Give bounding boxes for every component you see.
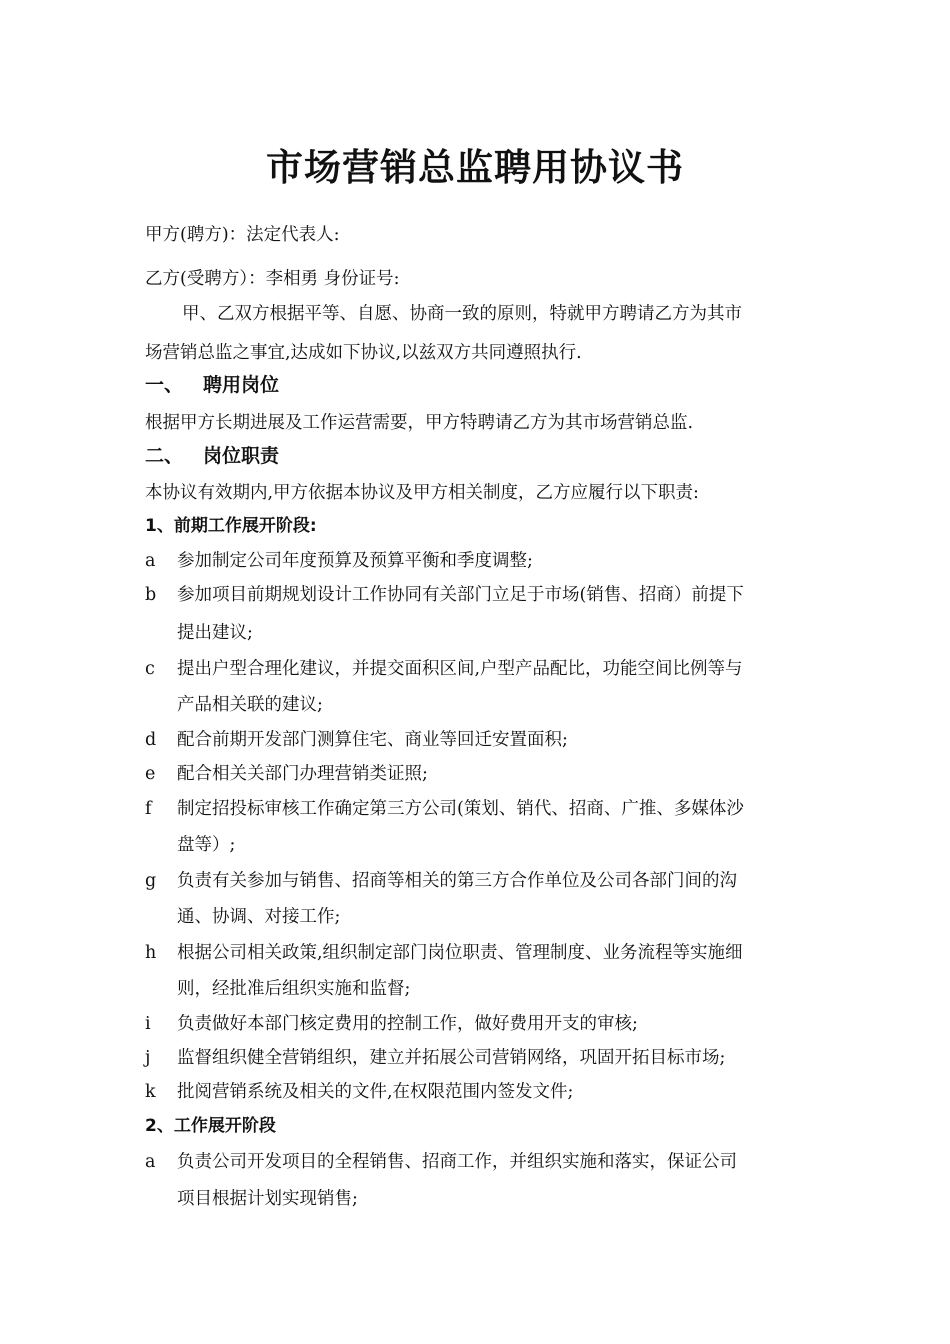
section-2-heading (145, 442, 279, 470)
stage-1-title: 1、前期工作展开阶段: (145, 516, 317, 536)
party-b-line: 乙方(受聘方）：李相勇 身份证号: (145, 269, 400, 289)
list-item-continuation: 提出建议; (177, 623, 253, 643)
list-item-marker: g (145, 871, 157, 891)
list-item-marker: e (145, 764, 156, 784)
list-item-text: 负责有关参加与销售、招商等相关的第三方合作单位及公司各部门间的沟 (177, 871, 737, 891)
section-2-title: 岗位职责 (203, 445, 280, 467)
list-item-continuation: 盘等）; (177, 835, 236, 855)
list-item (145, 1011, 638, 1037)
list-item (145, 761, 428, 787)
list-item (145, 727, 568, 753)
list-item-text: 配合前期开发部门测算住宅、商业等回迁安置面积; (177, 730, 568, 750)
party-a-line: 甲方(聘方)：法定代表人: (145, 225, 340, 245)
list-item-marker: k (145, 1082, 156, 1102)
list-item-text: 制定招投标审核工作确定第三方公司(策划、销代、招商、广推、多媒体沙 (177, 799, 744, 819)
intro-paragraph-line-1: 甲、乙双方根据平等、自愿、协商一致的原则，特就甲方聘请乙方为其市 (182, 304, 742, 324)
list-item-marker: c (145, 659, 155, 679)
list-item (145, 1149, 737, 1175)
list-item (145, 656, 743, 682)
section-1-number: 一、 (145, 374, 184, 396)
list-item-marker: i (145, 1014, 151, 1034)
section-1-text: 根据甲方长期进展及工作运营需要，甲方特聘请乙方为其市场营销总监. (145, 413, 694, 433)
list-item-marker: a (145, 551, 156, 571)
section-2-number: 二、 (145, 445, 184, 467)
list-item-marker: f (145, 799, 152, 819)
list-item-text: 提出户型合理化建议，并提交面积区间,户型产品配比，功能空间比例等与 (177, 659, 743, 679)
list-item-marker: a (145, 1152, 156, 1172)
list-item-marker: d (145, 730, 157, 750)
list-item-continuation: 项目根据计划实现销售; (177, 1189, 358, 1209)
document-title: 市场营销总监聘用协议书 (266, 146, 684, 189)
list-item-marker: j (145, 1048, 151, 1068)
list-item-continuation: 产品相关联的建议; (177, 695, 323, 715)
list-item-marker: h (145, 943, 157, 963)
section-2-text: 本协议有效期内,甲方依据本协议及甲方相关制度，乙方应履行以下职责: (145, 483, 699, 503)
intro-paragraph-line-2: 场营销总监之事宜,达成如下协议,以兹双方共同遵照执行. (145, 343, 582, 363)
list-item-text: 监督组织健全营销组织，建立并拓展公司营销网络，巩固开拓目标市场; (177, 1048, 726, 1068)
list-item (145, 796, 744, 822)
list-item-text: 配合相关关部门办理营销类证照; (177, 764, 428, 784)
section-1-heading (145, 371, 279, 399)
list-item-text: 批阅营销系统及相关的文件,在权限范围内签发文件; (177, 1082, 574, 1102)
list-item-continuation: 则，经批准后组织实施和监督; (177, 979, 411, 999)
list-item-text: 参加项目前期规划设计工作协同有关部门立足于市场(销售、招商）前提下 (177, 585, 744, 605)
list-item-text: 根据公司相关政策,组织制定部门岗位职责、管理制度、业务流程等实施细 (177, 943, 743, 963)
list-item (145, 940, 743, 966)
list-item (145, 868, 737, 894)
list-item (145, 582, 744, 608)
list-item (145, 1079, 573, 1105)
list-item-text: 参加制定公司年度预算及预算平衡和季度调整; (177, 551, 533, 571)
section-1-title: 聘用岗位 (203, 374, 280, 396)
stage-2-title: 2、工作展开阶段 (145, 1116, 276, 1136)
list-item-text: 负责做好本部门核定费用的控制工作，做好费用开支的审核; (177, 1014, 638, 1034)
list-item (145, 1045, 725, 1071)
list-item-text: 负责公司开发项目的全程销售、招商工作，并组织实施和落实，保证公司 (177, 1152, 737, 1172)
list-item (145, 548, 533, 574)
list-item-continuation: 通、协调、对接工作; (177, 907, 341, 927)
list-item-marker: b (145, 585, 157, 605)
